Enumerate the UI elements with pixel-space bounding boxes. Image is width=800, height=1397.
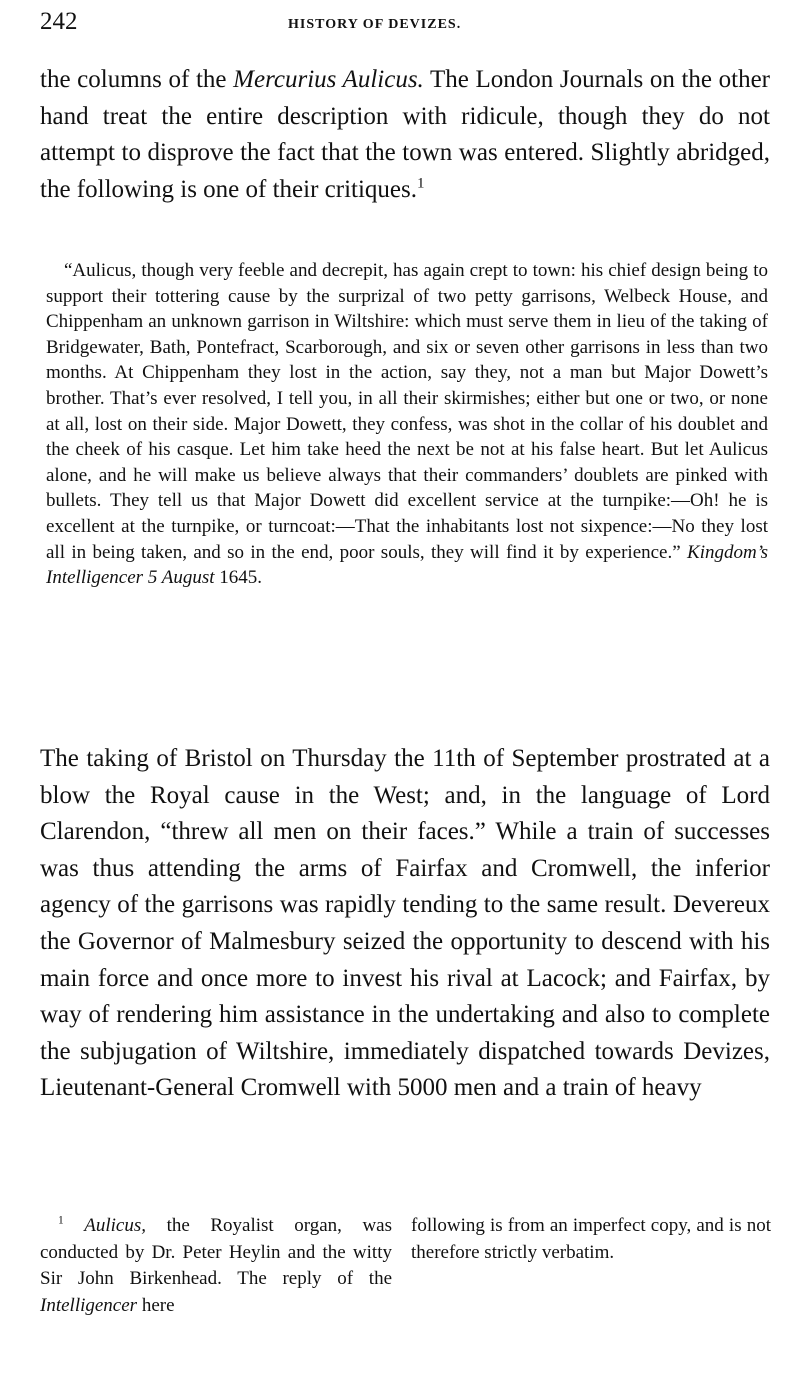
footnote-italic-aulicus: Aulicus, bbox=[84, 1215, 147, 1236]
page-number: 242 bbox=[40, 8, 78, 35]
footnote-text-b: here bbox=[137, 1294, 175, 1316]
footnote-text-a: the Royalist organ, was conducted by Dr. Peter Heylin and the witty Sir John Birkenhead. The reply of the bbox=[40, 1215, 393, 1289]
footnote-column-right bbox=[411, 1213, 771, 1266]
quote-source: Kingdom’s Intelligencer 5 August bbox=[46, 541, 768, 589]
paragraph-intro-text-a: the columns of the bbox=[40, 66, 234, 93]
running-title: HISTORY OF DEVIZES. bbox=[288, 17, 462, 32]
quote-text: “Aulicus, though very feeble and decrepit, has again crept to town: his chief design being to support their tottering cause by the surprizal of two petty garrisons, Welbeck House, and Chippenham an unknown garrison in Wiltshire: which must serve them in lieu of the taking of Bridgewater, Bath, Pontefract, Scarborough, and six or seven other garrisons in less than two months. At Chippenham they lost in the action, say they, not a man but Major Dowett’s brother. That’s ever resolved, I tell you, in all their skirmishes; either but one or two, or none at all, lost on their side. Major Dowett, they confess, was shot in the collar of his doublet and the cheek of his casque. Let him take heed the next be not at his false heart. But let Aulicus alone, and he will make us believe always that their commanders’ doublets are pinked with bullets. They tell us that Major Dowett did excellent service at the turnpike:—Oh! he is excellent at the turnpike, or turncoat:—That the inhabitants lost not sixpence:—No they lost all in being taken, and so in the end, poor souls, they will find it by experience.” bbox=[46, 260, 768, 563]
footnote-italic-intelligencer: Intelligencer bbox=[40, 1294, 138, 1316]
footnote-column-left bbox=[40, 1213, 392, 1319]
paragraph-bristol bbox=[40, 741, 770, 1107]
block-quote bbox=[46, 258, 768, 591]
paragraph-intro bbox=[40, 62, 770, 208]
footnote-reference: 1 bbox=[417, 175, 425, 192]
paragraph-intro-text-b: The London Journals on the other hand treat the entire description with ridicule, though they do not attempt to disprove the fact that the town was entered. Slightly abridged, the following is one of their critiques. bbox=[40, 66, 770, 203]
footnote-text-c: following is from an imperfect copy, and is not therefore strictly verbatim. bbox=[411, 1215, 771, 1263]
quote-source-year: 1645. bbox=[214, 567, 263, 589]
journal-title: Mercurius Aulicus. bbox=[233, 66, 424, 93]
paragraph-bristol-text: The taking of Bristol on Thursday the 11th of September prostrated at a blow the Royal cause in the West; and, in the language of Lord Clarendon, “threw all men on their faces.” While a train of successes was thus attending the arms of Fairfax and Cromwell, the inferior agency of the garrisons was rapidly tending to the same result. Devereux the Governor of Malmesbury seized the opportunity to descend with his main force and once more to invest his rival at Lacock; and Fairfax, by way of rendering him assistance in the undertaking and also to complete the subjugation of Wiltshire, immediately dispatched towards Devizes, Lieutenant-General Cromwell with 5000 men and a train of heavy bbox=[40, 745, 770, 1102]
page-header bbox=[40, 8, 770, 38]
footnote-mark: 1 bbox=[58, 1214, 64, 1227]
